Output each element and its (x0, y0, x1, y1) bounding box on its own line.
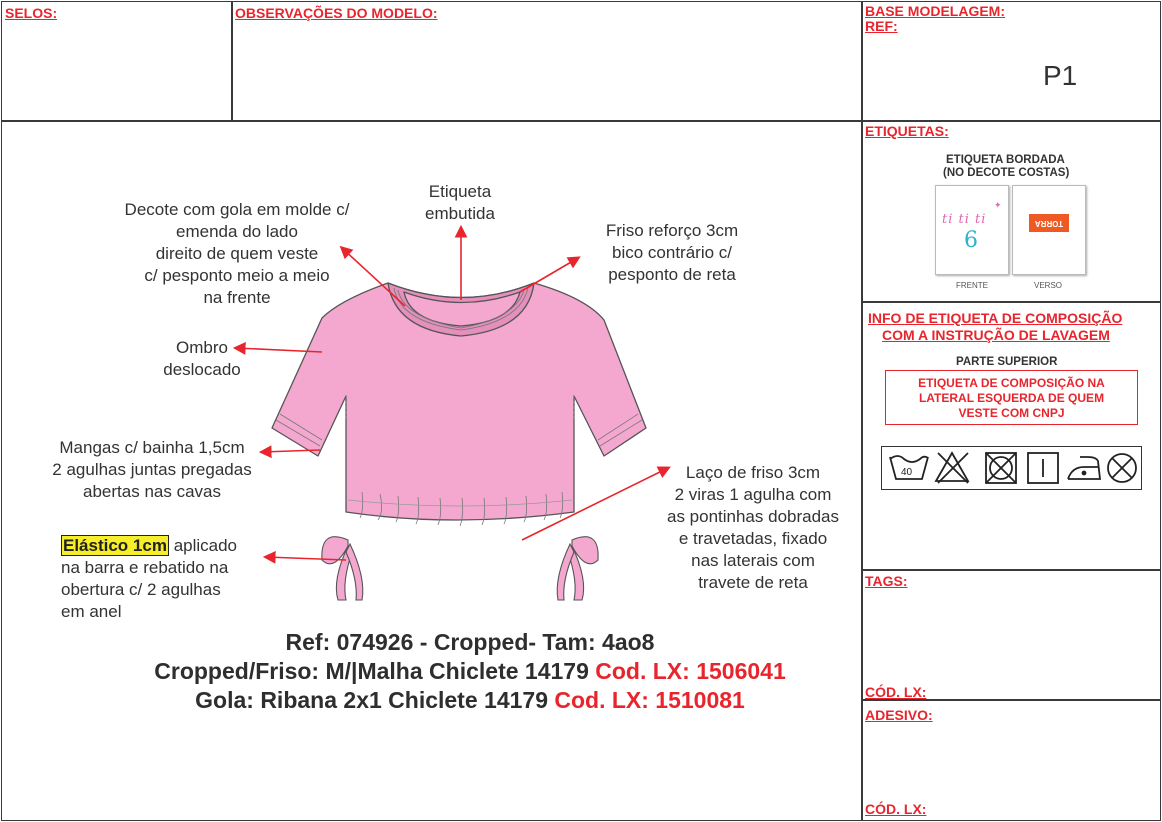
iron-icon (1068, 457, 1100, 479)
annotation-etiqueta (410, 181, 510, 225)
decote-line1: Decote com gola em molde c/ (124, 200, 350, 219)
reference-line3 (0, 686, 940, 714)
label-frente-card (935, 185, 1009, 275)
annotation-laco (648, 462, 858, 594)
ref-label: REF: (865, 18, 898, 34)
reference-line2 (0, 657, 940, 685)
etiquetas-box (861, 120, 1161, 303)
composicao-line2: LATERAL ESQUERDA DE QUEM (918, 391, 1105, 405)
decote-line5: na frente (203, 288, 271, 307)
decote-line3: direito de quem veste (155, 244, 319, 263)
base-modelagem-label: BASE MODELAGEM: (865, 3, 1005, 19)
reference-line2-code: Cod. LX: 1506041 (595, 658, 786, 684)
decote-line4: c/ pesponto meio a meio (144, 266, 330, 285)
frente-size: 6 (964, 228, 978, 253)
info-composicao-label-2: COM A INSTRUÇÃO DE LAVAGEM (882, 327, 1110, 343)
composicao-line3: VESTE COM CNPJ (958, 406, 1065, 420)
elastico-line4: em anel (61, 602, 122, 621)
annotation-mangas (28, 437, 276, 503)
annotation-elastico (61, 535, 281, 623)
reference-line1: Ref: 074926 - Cropped- Tam: 4ao8 (285, 629, 655, 655)
base-value: P1 (1043, 60, 1078, 91)
adesivo-cod-label: CÓD. LX: (865, 801, 927, 817)
verso-label: VERSO (1034, 281, 1063, 290)
mangas-line1: Mangas c/ bainha 1,5cm (59, 438, 245, 457)
laco-line1: Laço de friso 3cm (685, 463, 821, 482)
friso-line3: pesponto de reta (608, 265, 736, 284)
line-dry-icon (1028, 453, 1058, 483)
laco-line6: travete de reta (698, 573, 808, 592)
ombro-line2: deslocado (163, 360, 241, 379)
etiqueta-bordada-line1: ETIQUETA BORDADA (946, 154, 1065, 166)
label-verso-card (1012, 185, 1086, 275)
elastico-line2: na barra e rebatido na (61, 558, 229, 577)
elastico-line1: aplicado (173, 536, 238, 555)
mangas-line2: 2 agulhas juntas pregadas (52, 460, 252, 479)
laco-line2: 2 viras 1 agulha com (674, 485, 832, 504)
frente-brand-text: ti ti ti (942, 212, 987, 227)
observacoes-label: OBSERVAÇÕES DO MODELO: (235, 5, 438, 21)
laco-line3: as pontinhas dobradas (666, 507, 840, 526)
annotation-friso (584, 220, 760, 286)
etiqueta-bordada-line2: (NO DECOTE COSTAS) (943, 167, 1070, 179)
friso-line1: Friso reforço 3cm (605, 221, 739, 240)
tags-label: TAGS: (865, 573, 908, 589)
etiquetas-label: ETIQUETAS: (865, 123, 949, 139)
reference-line3-code: Cod. LX: 1510081 (554, 687, 745, 713)
laco-line4: e travetadas, fixado (678, 529, 828, 548)
no-bleach-icon (936, 453, 968, 483)
mangas-line3: abertas nas cavas (83, 482, 221, 501)
elastico-line3: obertura c/ 2 agulhas (61, 580, 221, 599)
ombro-line1: Ombro (176, 338, 228, 357)
tags-cod-label: CÓD. LX: (865, 684, 927, 700)
right-bow (557, 537, 598, 600)
composicao-instruction-box (885, 370, 1138, 425)
annotation-decote (106, 199, 368, 309)
base-modelagem-box (861, 1, 1161, 122)
etiqueta-line2: embutida (425, 204, 495, 223)
parte-superior: PARTE SUPERIOR (956, 356, 1058, 368)
laco-line5: nas laterais com (691, 551, 815, 570)
verso-brand-badge: TORRA (1029, 214, 1069, 232)
friso-line2: bico contrário c/ (612, 243, 732, 262)
frente-label: FRENTE (956, 281, 988, 290)
elastico-highlight: Elástico 1cm (63, 536, 167, 555)
info-composicao-label-1: INFO DE ETIQUETA DE COMPOSIÇÃO (868, 310, 1123, 326)
left-bow (322, 537, 363, 600)
no-tumble-dry-icon (986, 453, 1016, 483)
annotation-ombro (160, 337, 244, 381)
etiqueta-line1: Etiqueta (428, 182, 492, 201)
no-dry-clean-icon (1108, 454, 1136, 482)
wash-symbols-strip (881, 446, 1142, 490)
adesivo-label: ADESIVO: (865, 707, 933, 723)
reference-line2-main: Cropped/Friso: M/|Malha Chiclete 14179 (154, 658, 589, 684)
decote-line2: emenda do lado (176, 222, 298, 241)
reference-line3-main: Gola: Ribana 2x1 Chiclete 14179 (195, 687, 548, 713)
wash-temp: 40 (901, 467, 913, 478)
composicao-line1: ETIQUETA DE COMPOSIÇÃO NA (918, 376, 1105, 390)
selos-label: SELOS: (5, 5, 58, 21)
sparkle-icon: ✦ (994, 200, 1002, 210)
